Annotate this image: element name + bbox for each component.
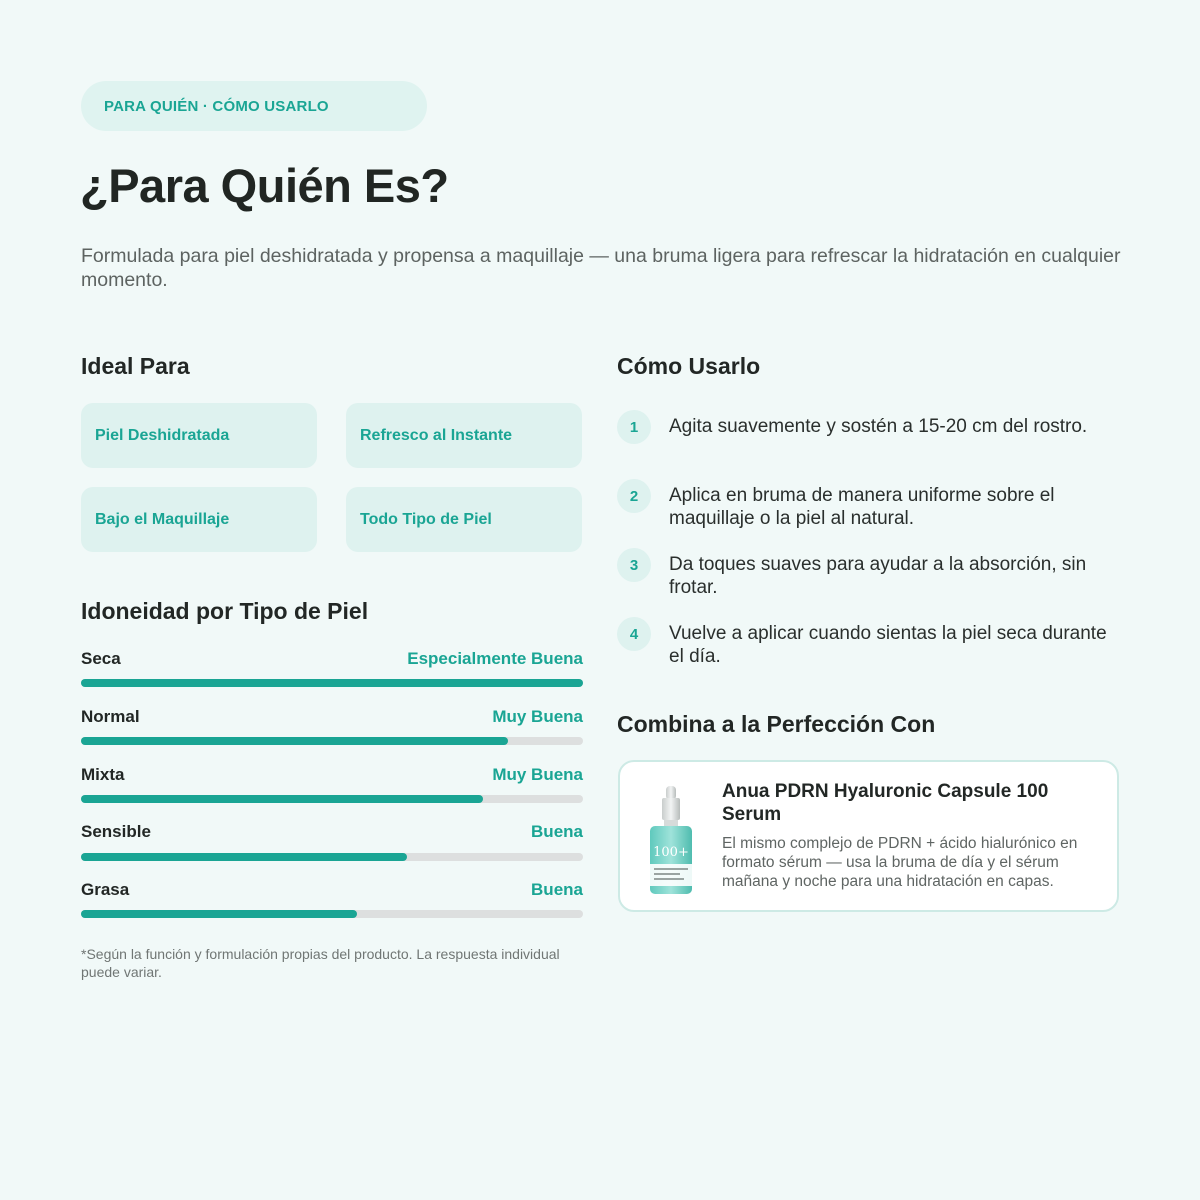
pairing-product-card[interactable]: [618, 760, 1119, 912]
step-text: Da toques suaves para ayudar a la absorción, sin frotar.: [669, 554, 1087, 598]
howto-heading: Cómo Usarlo: [617, 353, 761, 379]
eyebrow-text: PARA QUIÉN · CÓMO USARLO: [104, 97, 329, 115]
step-number-badge: 3: [617, 548, 651, 582]
skin-type-label: Grasa: [81, 880, 130, 899]
footnote: *Según la función y formulación propias del producto. La respuesta individual puede variar.: [81, 946, 560, 980]
suitability-bar-fill: [81, 795, 483, 803]
suitability-bar-track: [81, 737, 583, 745]
bottle-label-text: 100+: [653, 845, 689, 860]
rating-label: Buena: [531, 822, 583, 841]
serum-bottle-image: [646, 784, 696, 896]
ideal-card: [346, 403, 582, 468]
suitability-row: [81, 765, 583, 809]
step-item: [617, 415, 1117, 444]
pairing-heading: Combina a la Perfección Con: [617, 711, 936, 737]
suitability-heading: Idoneidad por Tipo de Piel: [81, 598, 369, 624]
step-text: Agita suavemente y sostén a 15-20 cm del rostro.: [669, 416, 1088, 437]
suitability-bar-fill: [81, 679, 583, 687]
rating-label: Buena: [531, 880, 583, 899]
step-number-badge: 4: [617, 617, 651, 651]
page-subtitle: Formulada para piel deshidratada y propensa a maquillaje — una bruma ligera para refrescar la hidratación en cualquier momento.: [81, 245, 1121, 291]
rating-label: Muy Buena: [492, 707, 583, 726]
step-text: Aplica en bruma de manera uniforme sobre el maquillaje o la piel al natural.: [669, 485, 1055, 529]
step-item: [617, 622, 1117, 668]
skin-type-label: Normal: [81, 707, 140, 726]
skin-type-label: Sensible: [81, 822, 151, 841]
rating-label: Muy Buena: [492, 765, 583, 784]
step-item: [617, 484, 1117, 530]
suitability-row: [81, 822, 583, 866]
step-number-badge: 2: [617, 479, 651, 513]
step-item: [617, 553, 1117, 599]
ideal-card-label: Refresco al Instante: [360, 426, 513, 444]
suitability-row: [81, 880, 583, 924]
skin-type-label: Seca: [81, 649, 121, 668]
rating-label: Especialmente Buena: [407, 649, 583, 668]
suitability-bar-fill: [81, 910, 357, 918]
skin-type-label: Mixta: [81, 765, 125, 784]
ideal-card: [81, 487, 317, 552]
ideal-card: [81, 403, 317, 468]
step-number-badge: 1: [617, 410, 651, 444]
suitability-bar-fill: [81, 737, 508, 745]
suitability-row: [81, 649, 583, 693]
ideal-card-label: Piel Deshidratada: [95, 426, 230, 444]
ideal-card-label: Todo Tipo de Piel: [360, 510, 492, 528]
suitability-bar-track: [81, 679, 583, 687]
page-title: ¿Para Quién Es?: [80, 159, 449, 212]
suitability-bar-track: [81, 910, 583, 918]
section-eyebrow-pill: [81, 81, 427, 131]
pairing-product-description: El mismo complejo de PDRN + ácido hialurónico en formato sérum — usa la bruma de día y el sérum mañana y noche para una hidratación en capas.: [722, 835, 1078, 890]
suitability-bar-fill: [81, 853, 407, 861]
suitability-row: [81, 707, 583, 751]
step-text: Vuelve a aplicar cuando sientas la piel seca durante el día.: [669, 623, 1107, 667]
pairing-product-name: Anua PDRN Hyaluronic Capsule 100 Serum: [722, 781, 1049, 825]
suitability-bar-track: [81, 795, 583, 803]
ideal-heading: Ideal Para: [81, 353, 190, 379]
ideal-card: [346, 487, 582, 552]
suitability-bar-track: [81, 853, 583, 861]
ideal-card-label: Bajo el Maquillaje: [95, 510, 230, 528]
